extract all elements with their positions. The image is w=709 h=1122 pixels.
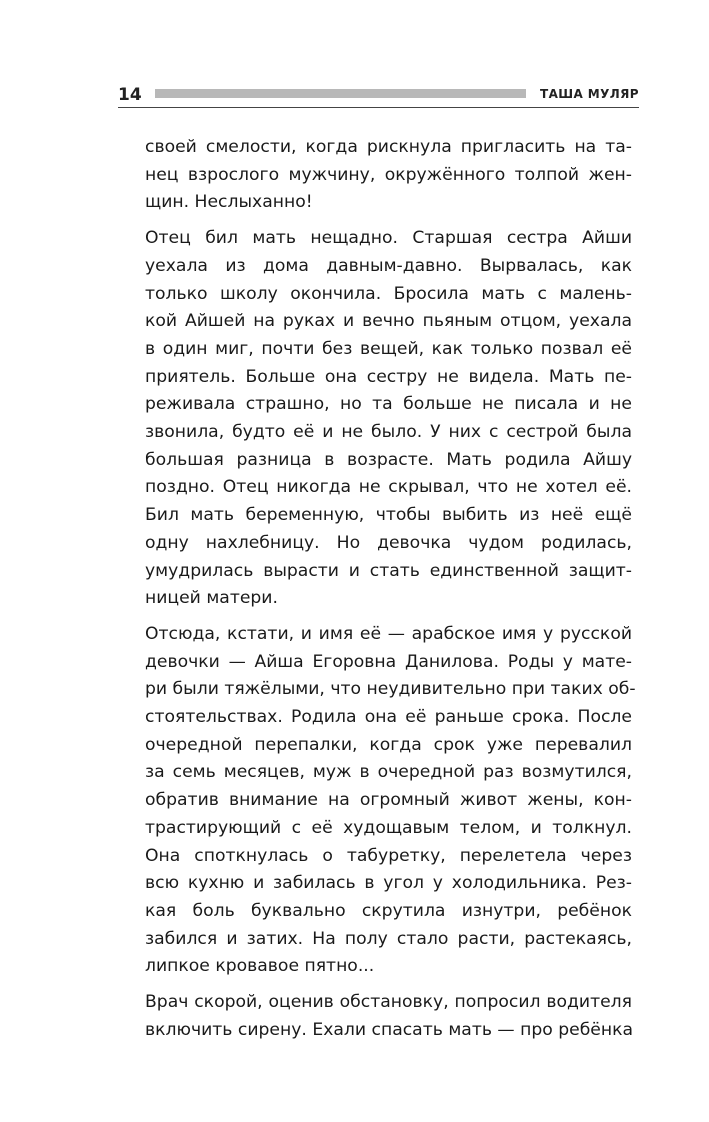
text-line: забился и затих. На полу стало расти, растекаясь, bbox=[145, 928, 632, 949]
page-header bbox=[118, 84, 639, 108]
page-number: 14 bbox=[118, 85, 142, 105]
text-line: обратив внимание на огромный живот жены, кон- bbox=[145, 790, 632, 811]
text-line: Отсюда, кстати, и имя её — арабское имя у русской bbox=[145, 623, 632, 644]
text-line: нец взрослого мужчину, окружённого толпой жен- bbox=[145, 164, 632, 185]
text-line: девочки — Айша Егоровна Данилова. Роды у мате- bbox=[145, 651, 632, 672]
text-line: кой Айшей на руках и вечно пьяным отцом, уехала bbox=[145, 311, 632, 332]
paragraph-4 bbox=[145, 989, 632, 1044]
running-title: ТАША МУЛЯР bbox=[540, 87, 639, 101]
text-line: липкое кровавое пятно... bbox=[145, 956, 375, 977]
text-line: уехала из дома давным-давно. Вырвалась, как bbox=[145, 255, 632, 276]
text-line: кая боль буквально скрутила изнутри, ребёнок bbox=[145, 900, 632, 921]
paragraph-3 bbox=[145, 621, 636, 981]
paragraph-1 bbox=[145, 134, 632, 217]
text-line: Врач скорой, оценив обстановку, попросил водителя bbox=[145, 992, 632, 1013]
text-line: за семь месяцев, муж в очередной раз возмутился, bbox=[145, 762, 632, 783]
text-line: в один миг, почти без вещей, как только позвал её bbox=[145, 338, 632, 359]
text-line: только школу окончила. Бросила мать с малень- bbox=[145, 283, 632, 304]
header-rule bbox=[118, 107, 639, 108]
text-line: реживала страшно, но та больше не писала и не bbox=[145, 394, 632, 415]
text-line: приятель. Больше она сестру не видела. Мать пе- bbox=[145, 366, 632, 387]
paragraph-2 bbox=[145, 225, 632, 613]
text-line: всю кухню и забилась в угол у холодильника. Рез- bbox=[145, 873, 632, 894]
text-line: стоятельствах. Родила она её раньше срока. После bbox=[145, 707, 632, 728]
body-text bbox=[145, 134, 636, 1045]
text-line: Отец бил мать нещадно. Старшая сестра Айши bbox=[145, 228, 632, 249]
text-line: Она споткнулась о табуретку, перелетела через bbox=[145, 845, 632, 866]
text-line: щин. Неслыханно! bbox=[145, 192, 313, 213]
text-line: ри были тяжёлыми, что неудивительно при таких об- bbox=[145, 679, 636, 700]
text-line: очередной перепалки, когда срок уже перевалил bbox=[145, 734, 632, 755]
text-line: большая разница в возрасте. Мать родила Айшу bbox=[145, 449, 632, 470]
text-line: ницей матери. bbox=[145, 588, 278, 609]
text-line: одну нахлебницу. Но девочка чудом родилась, bbox=[145, 532, 632, 553]
text-line: Бил мать беременную, чтобы выбить из неё ещё bbox=[145, 505, 632, 526]
text-line: умудрилась вырасти и стать единственной защит- bbox=[145, 560, 632, 581]
text-line: включить сирену. Ехали спасать мать — про ребёнка bbox=[145, 1019, 634, 1040]
text-line: своей смелости, когда рискнула пригласить на та- bbox=[145, 137, 632, 157]
header-decorative-bar bbox=[155, 89, 526, 98]
text-line: поздно. Отец никогда не скрывал, что не хотел её. bbox=[145, 477, 632, 498]
text-line: трастирующий с её худощавым телом, и толкнул. bbox=[145, 817, 632, 838]
text-line: звонила, будто её и не было. У них с сестрой была bbox=[145, 422, 632, 443]
